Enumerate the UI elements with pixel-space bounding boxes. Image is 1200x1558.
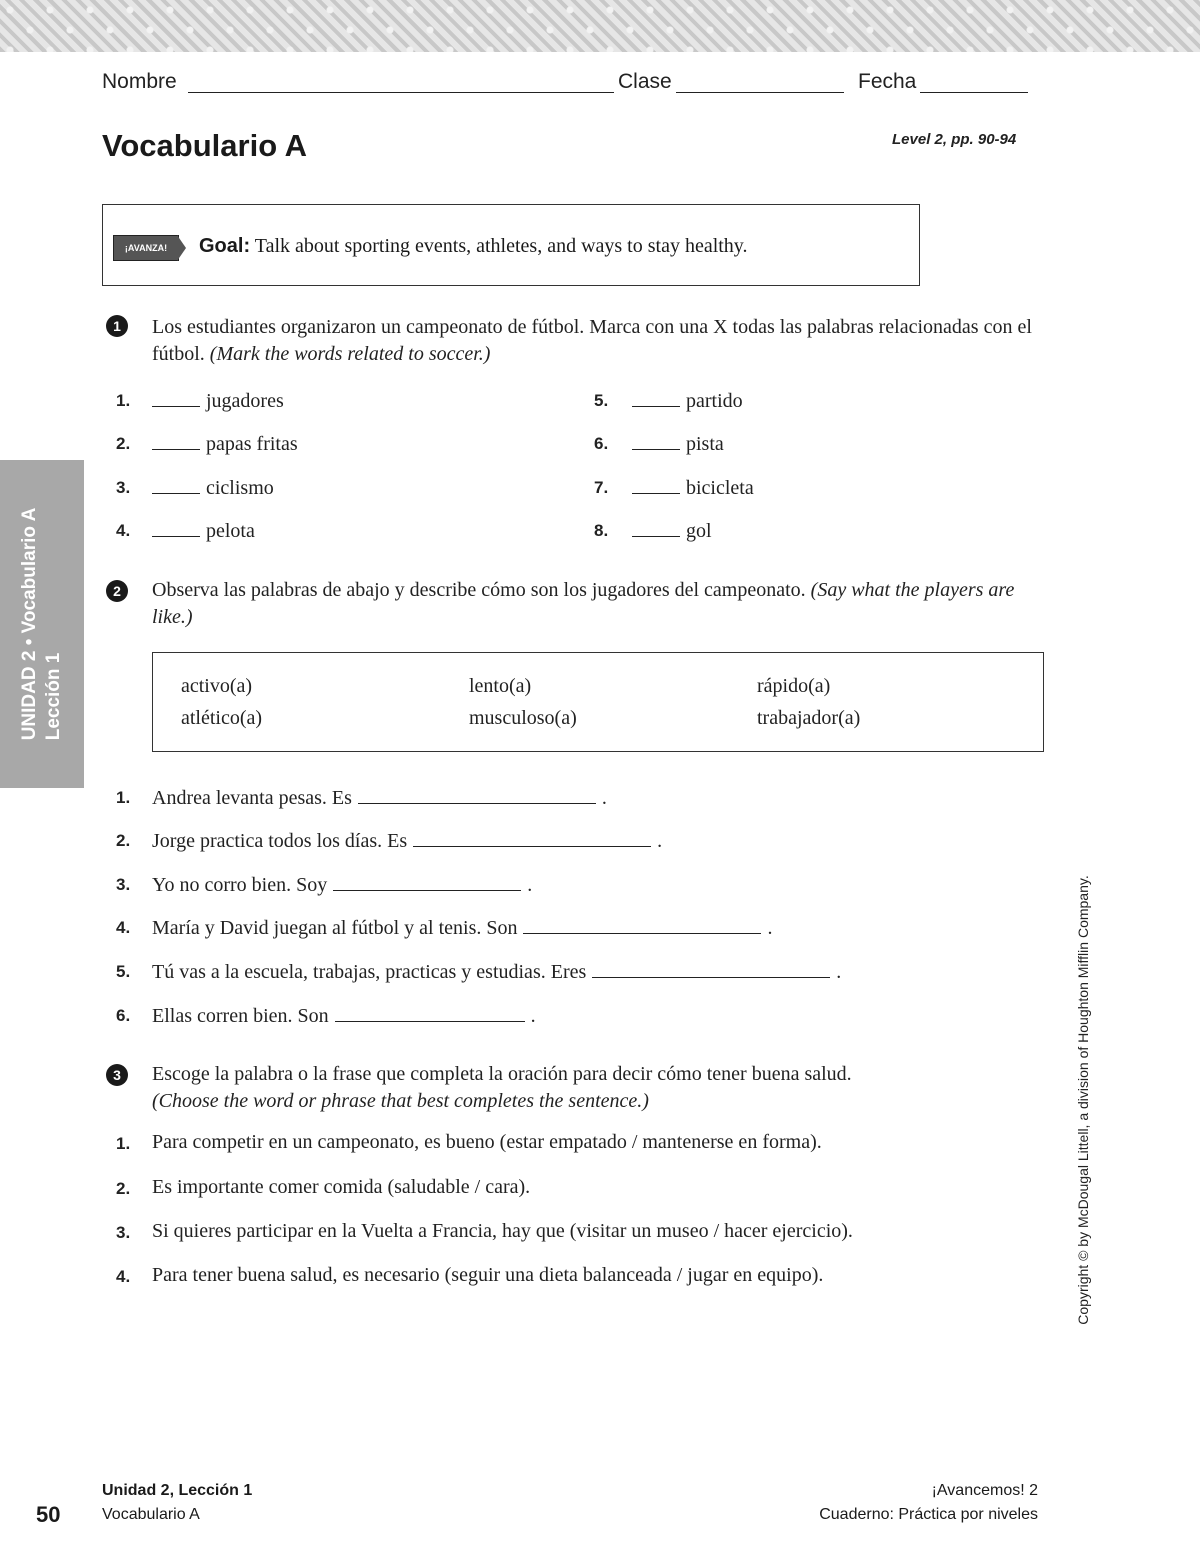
side-tab-line1: UNIDAD 2 • Vocabulario A [19,507,40,741]
student-info-header [102,70,1032,100]
footer-unit: Unidad 2, Lección 1 [102,1482,253,1499]
avanza-badge: ¡AVANZA! [113,235,179,261]
word-bank-item: lento(a) [469,675,532,697]
copyright-notice: Copyright © by McDougal Littell, a division of Houghton Mifflin Company. [1075,875,1091,1325]
answer-blank[interactable] [152,388,200,407]
section-2-number: 2 [106,580,128,602]
fecha-label: Fecha [858,70,917,93]
word-bank-item: rápido(a) [757,675,831,697]
sentence-end: . [601,787,607,809]
side-tab-line2: Lección 1 [43,652,64,741]
item-number: 5. [594,391,609,410]
word-bank-item: activo(a) [181,675,253,697]
item-number: 2. [116,831,131,850]
item-word: pelota [206,520,255,542]
checklist-item [632,431,724,456]
item-number: 1. [116,788,131,807]
goal-description: Talk about sporting events, athletes, and ways to stay healthy. [254,235,748,257]
fill-in-sentence [152,872,532,897]
footer-book-subtitle: Cuaderno: Práctica por niveles [819,1506,1038,1523]
item-number: 7. [594,478,609,497]
item-number: 6. [116,1006,131,1025]
section-3-number: 3 [106,1064,128,1086]
sentence-text: María y David juegan al fútbol y al tenis. Son [152,917,518,939]
word-bank-item: atlético(a) [181,707,263,729]
fill-in-sentence [152,1003,536,1028]
section-2-instruction-es: Observa las palabras de abajo y describe cómo son los jugadores del campeonato. [152,579,806,601]
answer-blank[interactable] [152,475,200,494]
choice-sentence[interactable]: Para tener buena salud, es necesario (seguir una dieta balanceada / jugar en equipo). [152,1264,824,1286]
fill-in-sentence [152,959,841,984]
item-word: gol [686,520,712,542]
item-number: 3. [116,875,131,894]
section-1-instruction-es: Los estudiantes organizaron un campeonato de fútbol. Marca con una X todas las palabras relacionadas con el fútbol. [152,316,1032,365]
checklist-item [152,388,284,413]
choice-sentence[interactable]: Es importante comer comida (saludable / cara). [152,1176,531,1198]
choice-sentence[interactable]: Para competir en un campeonato, es bueno (estar empatado / mantenerse en forma). [152,1131,822,1153]
sentence-text: Yo no corro bien. Soy [152,874,328,896]
item-word: ciclismo [206,477,274,499]
item-word: partido [686,390,743,412]
page-number: 50 [36,1502,61,1527]
nombre-line[interactable] [188,92,614,93]
item-number: 3. [116,478,131,497]
goal-text [199,235,748,258]
level-reference: Level 2, pp. 90-94 [892,131,1017,148]
answer-blank[interactable] [335,1003,525,1022]
fill-in-sentence [152,785,607,810]
answer-blank[interactable] [523,915,761,934]
clase-label: Clase [618,70,672,93]
answer-blank[interactable] [632,475,680,494]
goal-label: Goal: [199,235,251,257]
item-number: 2. [116,1179,131,1198]
word-bank-item: trabajador(a) [757,707,861,729]
footer-book-title: ¡Avancemos! 2 [931,1482,1038,1499]
side-tab-text [18,508,66,741]
checklist-item [152,475,274,500]
answer-blank[interactable] [358,785,596,804]
item-number: 2. [116,434,131,453]
section-2-instruction-en: (Say what the players are like.) [152,579,1015,628]
item-number: 1. [116,391,131,410]
sentence-end: . [527,874,533,896]
footer-section: Vocabulario A [102,1506,200,1523]
sentence-end: . [530,1005,536,1027]
item-number: 5. [116,962,131,981]
item-word: jugadores [206,390,284,412]
item-number: 4. [116,1267,131,1286]
page-title: Vocabulario A [102,128,307,163]
item-number: 4. [116,521,131,540]
item-number: 1. [116,1134,131,1153]
section-1-number: 1 [106,315,128,337]
section-1-instruction-en: (Mark the words related to soccer.) [209,343,491,365]
fill-in-sentence [152,915,772,940]
avanza-arrow-icon [177,235,186,261]
sentence-end: . [836,961,842,983]
nombre-label: Nombre [102,70,177,93]
item-word: papas fritas [206,433,298,455]
answer-blank[interactable] [632,518,680,537]
item-number: 6. [594,434,609,453]
sentence-text: Ellas corren bien. Son [152,1005,329,1027]
answer-blank[interactable] [632,431,680,450]
item-word: bicicleta [686,477,754,499]
section-3-instruction-es: Escoge la palabra o la frase que completa la oración para decir cómo tener buena salud. [152,1063,852,1085]
sentence-text: Tú vas a la escuela, trabajas, practicas y estudias. Eres [152,961,587,983]
sentence-end: . [657,830,663,852]
item-number: 4. [116,918,131,937]
sentence-text: Andrea levanta pesas. Es [152,787,352,809]
answer-blank[interactable] [632,388,680,407]
item-word: pista [686,433,724,455]
word-bank [152,652,1044,752]
choice-sentence[interactable]: Si quieres participar en la Vuelta a Francia, hay que (visitar un museo / hacer ejercicio). [152,1220,853,1242]
word-bank-item: musculoso(a) [469,707,577,729]
section-2-instruction [152,577,1032,631]
checklist-item [152,518,255,543]
checklist-item [632,518,712,543]
fill-in-sentence [152,828,662,853]
sentence-end: . [767,917,773,939]
checklist-item [632,388,743,413]
fecha-line[interactable] [920,92,1028,93]
item-number: 8. [594,521,609,540]
checklist-item [152,431,298,456]
section-3-instruction-en: (Choose the word or phrase that best completes the sentence.) [152,1090,649,1112]
goal-box [102,204,920,286]
answer-blank[interactable] [413,828,651,847]
section-3-instruction [152,1061,1032,1115]
checklist-item [632,475,754,500]
answer-blank[interactable] [333,872,521,891]
answer-blank[interactable] [152,431,200,450]
answer-blank[interactable] [152,518,200,537]
sentence-text: Jorge practica todos los días. Es [152,830,408,852]
section-1-instruction [152,314,1032,368]
decorative-banner [0,0,1200,52]
clase-line[interactable] [676,92,844,93]
item-number: 3. [116,1223,131,1242]
answer-blank[interactable] [592,959,830,978]
